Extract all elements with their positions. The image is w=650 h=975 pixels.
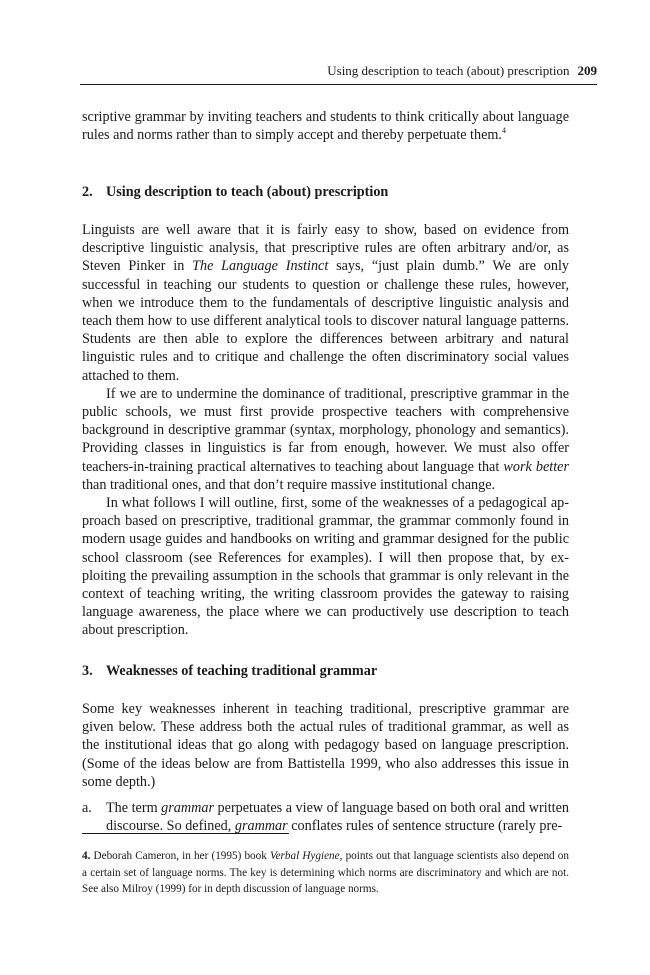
list-marker: a. xyxy=(82,800,92,817)
section-3-paragraph-1: Some key weaknesses inherent in teaching traditional, prescriptive grammar are given below. These address both the actual rules of traditional grammar, as well as the institutional ideas that go along with pedagogy based on language prescription. (Some of the ideas below are from Battistella 1999, who also addresses this issue in some depth.) xyxy=(82,701,569,790)
section-2-paragraph-1: Linguists are well aware that it is fairly easy to show, based on evidence from descriptive linguistic analysis, that prescriptive rules are often arbitrary and/or, as Steven Pinker in The Language Instinct says, “just plain dumb.” We are only successful in teaching our students to question or challenge these rules, however, when we introduce them to the fundamentals of descriptive linguistic analysis and teach them how to use different analytical tools to discover natural language patterns. Students are then able to explore the differences between arbitrary and natural linguistic rules and to critique and challenge the often discriminatory social values attached to them. xyxy=(82,222,569,384)
section-3-number: 3. xyxy=(82,663,93,679)
section-2-paragraph-2: If we are to undermine the dominance of traditional, prescriptive grammar in the public schools, we must first provide prospective teachers with comprehensive background in descriptive grammar (syntax, morphology, phonology and semantics). Providing classes in linguistics is far from enough, however. We must also offer teachers-in-training practical alternatives to teaching about language that work better than traditional ones, and that don’t require massive institutional change. xyxy=(82,385,569,493)
section-3-heading xyxy=(82,662,569,680)
footnote-reference[interactable]: 4 xyxy=(501,126,506,136)
list-item-a: a. The term grammar perpetuates a view of language based on both oral and written discourse. So defined, grammar conflates rules of sentence structure (rarely pre- xyxy=(82,800,569,835)
intro-text: scriptive grammar by inviting teachers and students to think critically about language rules and norms rather than to simply accept and thereby perpetuate them. xyxy=(82,109,569,144)
section-2-number: 2. xyxy=(82,184,93,200)
book-title-italic: The Language Instinct xyxy=(192,258,329,275)
footnote-number: 4. xyxy=(82,850,91,862)
section-3-body xyxy=(82,700,569,835)
running-title: Using description to teach (about) prescription xyxy=(327,63,570,78)
footnote-4: 4. Deborah Cameron, in her (1995) book Verbal Hygiene, points out that language scientists also depend on a certain set of language norms. The key is determining which norms are discriminatory and which are not. See also Milroy (1999) for in depth discussion of language norms. xyxy=(82,850,569,895)
running-header xyxy=(80,63,597,79)
section-2-paragraph-3: In what follows I will outline, first, some of the weaknesses of a pedagogical approach based on prescriptive, traditional grammar, the grammar commonly found in modern usage guides and handbooks on writing and grammar designed for the public school classroom (see References for examples). I will then propose that, by exploiting the prevailing assumption in the schools that grammar is only relevant in the context of teaching writing, the writing classroom provides the gateway to raising language awareness, the place where we can productively use description to teach about prescription. xyxy=(82,495,569,639)
emphasis-italic: work better xyxy=(503,458,569,475)
intro-paragraph xyxy=(82,108,569,144)
section-2-body xyxy=(82,221,569,640)
section-2-heading xyxy=(82,183,569,201)
footnote-rule xyxy=(82,833,289,834)
page-number: 209 xyxy=(577,63,597,78)
section-3-title: Weaknesses of teaching traditional grammar xyxy=(106,663,378,679)
footnote-book-title: Verbal Hygiene xyxy=(269,850,340,862)
section-2-title: Using description to teach (about) prescription xyxy=(106,184,389,200)
header-rule xyxy=(80,84,597,85)
